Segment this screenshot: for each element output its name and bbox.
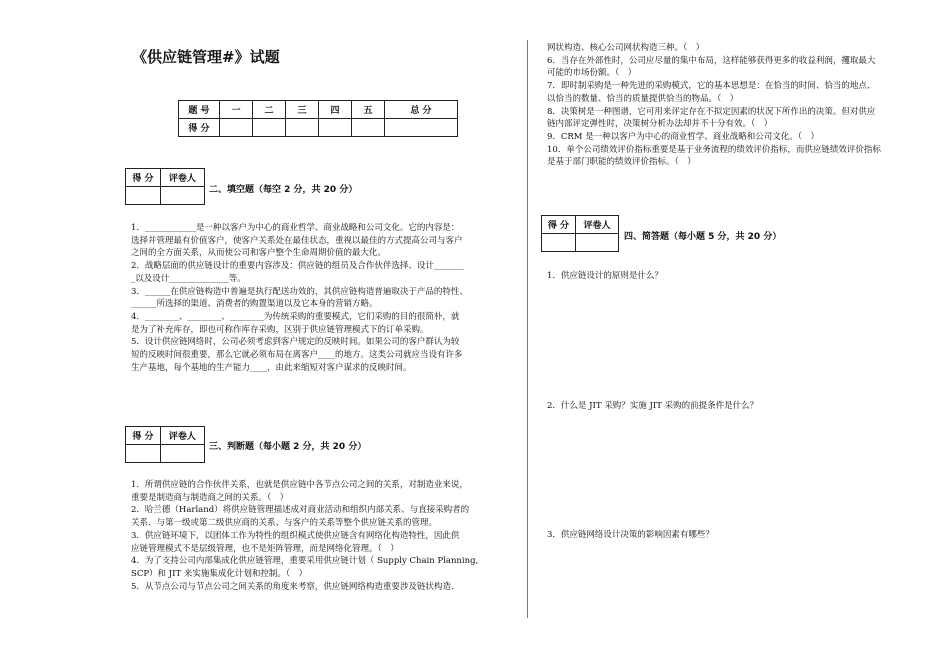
short-answer-question-2: 2．什么是 JIT 采购？实施 JIT 采购的前提条件是什么？ (547, 401, 759, 411)
text-line: 2．哈兰德（Harland）将供应链管理描述成对商业活动和组织内部关系、与直接采购者的 (131, 505, 470, 516)
score-cell (352, 119, 385, 137)
grader-label: 评卷人 (160, 427, 204, 445)
score-table-header-cell: 题 号 (179, 101, 220, 119)
short-answer-question-1: 1．供应链设计的原则是什么？ (547, 271, 663, 281)
section-heading-fill-blank: 二、填空题（每空 2 分，共 20 分） (209, 185, 358, 195)
score-table-header-cell: 四 (319, 101, 352, 119)
grader-score-label: 得 分 (126, 427, 161, 445)
score-table-header-cell: 三 (286, 101, 319, 119)
true-false-questions-left (131, 479, 521, 593)
score-table-header-cell: 五 (352, 101, 385, 119)
text-line: 5．设计供应链网络时，公司必须考虑到客户规定的反映时间。如果公司的客户群认为较 (131, 337, 460, 348)
text-line: 重要是制造商与制造商之间的关系。（ ） (131, 492, 289, 503)
text-line: 4．为了支持公司内部集成化供应链管理，重要采用供应链计划（ Supply Chain Planning, (131, 556, 479, 567)
section-heading-true-false: 三、判断题（每小题 2 分，共 20 分） (209, 442, 367, 452)
text-line: 以恰当的数量、恰当的质量提供恰当的物品。（ ） (547, 93, 739, 104)
text-line: 6．当存在外部性时，公司应尽量的集中布局，这样能够获得更多的收益利润，攫取最大 (547, 55, 876, 66)
grader-score-label: 得 分 (542, 216, 576, 234)
score-table-score-row (179, 119, 458, 137)
text-line: 生产基地，每个基地的生产能力____，由此来缩短对客户谋求的反映时间。 (131, 362, 412, 373)
score-table (178, 100, 458, 137)
text-line: _以及设计______________等。 (131, 273, 246, 284)
column-divider (527, 40, 528, 618)
section-heading-short-answer: 四、简答题（每小题 5 分，共 20 分） (624, 232, 782, 242)
score-table-header-cell: 二 (253, 101, 286, 119)
grader-name-cell (160, 187, 204, 205)
grader-score-cell (126, 187, 161, 205)
score-row-label: 得 分 (179, 119, 220, 137)
text-line: 4．________、________、________为传统采购的重要模式，它们采购的目的很简朴，就 (131, 311, 460, 322)
text-line: 是为了补充库存，即也可称作库存采购，区别于供应链管理模式下的订单采购。 (131, 324, 429, 335)
grader-name-cell (160, 445, 204, 463)
grader-box-section-4 (541, 215, 619, 252)
text-line: 之间的全方面关系，从而使公司和客户整个生命周期价值的最大化。 (131, 248, 387, 259)
score-table-header-cell: 一 (220, 101, 253, 119)
text-line: 可能的市场份额。（ ） (547, 68, 637, 79)
score-cell (319, 119, 352, 137)
short-answer-question-3: 3．供应链网络设计决策的影响因素有哪些？ (547, 530, 714, 540)
text-line: 10．单个公司绩效评价指标重要是基于业务流程的绩效评价指标，而供应链绩效评价指标 (547, 144, 881, 155)
grader-label: 评卷人 (160, 169, 204, 187)
grader-label: 评卷人 (575, 216, 618, 234)
text-line: 7．即时制采购是一种先进的采购模式，它的基本思想是：在恰当的时间、恰当的地点、 (547, 81, 876, 92)
score-cell (385, 119, 458, 137)
score-cell (286, 119, 319, 137)
text-line: SCP）和 JIT 来实施集成化计划和控制。（ ） (131, 568, 308, 579)
text-line: ______所选择的渠道、消费者的购置渠道以及它本身的营销方略。 (131, 299, 378, 310)
grader-box-section-2 (125, 168, 205, 205)
grader-name-cell (575, 234, 618, 252)
fill-blank-questions (131, 222, 521, 374)
grader-box-section-3 (125, 426, 205, 463)
text-line: 1．____________是一种以客户为中心的商业哲学、商业战略和公司文化。它的内容是： (131, 223, 460, 233)
grader-score-label: 得 分 (126, 169, 161, 187)
text-line: 是基于部门职能的绩效评价指标。（ ） (547, 157, 696, 168)
text-line: 8．决策树是一种图谱，它可用来评定存在不拟定因素的状况下所作出的决策。但对供应 (547, 106, 876, 117)
text-line: 网状构造、核心公司网状构造三种。（ ） (547, 43, 705, 53)
text-line: 选择并管理最有价值客户，使客户关系处在最佳状态，重视以最佳的方式提高公司与客户 (131, 235, 463, 246)
score-cell (220, 119, 253, 137)
page-title: 《供应链管理#》试题 (132, 48, 280, 66)
score-table-header-cell: 总 分 (385, 101, 458, 119)
text-line: 1．所谓供应链的合作伙伴关系，也就是供应链中各节点公司之间的关系，对制造业来说， (131, 480, 468, 490)
text-line: 关系、与第一级或第二级供应商的关系、与客户的关系等整个供应链关系的管理。 (131, 518, 438, 529)
text-line: 9．CRM 是一种以客户为中心的商业哲学、商业战略和公司文化。（ ） (547, 131, 819, 142)
score-table-header-row (179, 101, 458, 119)
grader-score-cell (542, 234, 576, 252)
text-line: 2．战略层面的供应链设计的重要内容涉及：供应链的组员及合作伙伴选择、设计_______ (131, 261, 464, 272)
text-line: 链内部评定弹性时，决策树分析办法却并不十分有效。（ ） (547, 119, 773, 130)
text-line: 应链管理模式不是层级管理，也不是矩阵管理，而是网络化管理。（ ） (131, 543, 399, 554)
score-cell (253, 119, 286, 137)
true-false-questions-right (547, 42, 932, 169)
grader-score-cell (126, 445, 161, 463)
text-line: 短的反映时间很重要，那么它就必须布局在离客户____的地方。这类公司就应当设有许多 (131, 350, 463, 361)
text-line: 3．______在供应链构造中普遍是执行配送功效的，其供应链构造普遍取决于产品的特性、 (131, 286, 468, 297)
text-line: 5．从节点公司与节点公司之间关系的角度来考察，供应链网络构造重要涉及链状构造、 (131, 581, 460, 592)
text-line: 3．供应链环境下，以团体工作为特性的组织模式使供应链含有网络化构造特性，因此供 (131, 530, 460, 541)
